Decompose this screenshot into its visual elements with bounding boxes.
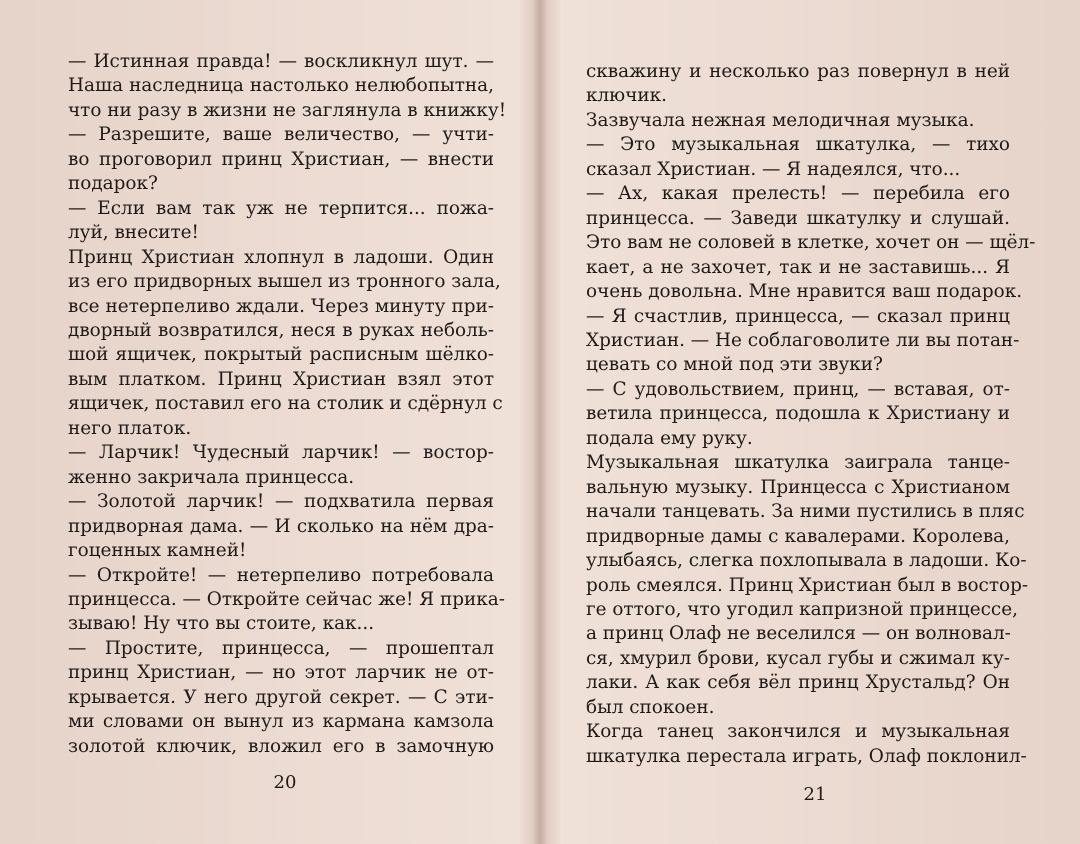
text-line: ключик. bbox=[586, 85, 667, 107]
text-line: а принц Олаф не веселился — он волновал- bbox=[586, 623, 1011, 645]
text-line: — Золотой ларчик! — подхватила первая bbox=[68, 491, 494, 513]
text-line: зываю! Ну что вы стоите, как... bbox=[68, 613, 375, 635]
text-line: Зазвучала нежная мелодичная музыка. bbox=[586, 109, 975, 131]
text-line: принцесса. — Откройте сейчас же! Я прика- bbox=[68, 588, 505, 610]
text-line: во проговорил принц Христиан, — внести bbox=[68, 148, 494, 170]
text-line: что ни разу в жизни не заглянула в книжку! bbox=[68, 99, 507, 121]
text-line: — Ларчик! Чудесный ларчик! — востор- bbox=[68, 442, 494, 464]
text-line: ветила принцесса, подошла к Христиану и bbox=[586, 403, 1010, 425]
text-line: — Истинная правда! — воскликнул шут. — bbox=[68, 51, 494, 72]
text-line: цевать со мной под эти звуки? bbox=[586, 354, 883, 376]
right-page bbox=[540, 0, 1080, 844]
text-line: ге оттого, что угодил капризной принцессе, bbox=[586, 598, 1018, 620]
text-line: скважину и несколько раз повернул в ней bbox=[586, 61, 1010, 82]
text-line: подарок? bbox=[68, 173, 158, 195]
text-line: него платок. bbox=[68, 417, 192, 439]
text-line: очень довольна. Мне нравится ваш подарок. bbox=[586, 281, 1023, 303]
text-line: — Простите, принцесса, — прошептал bbox=[68, 637, 494, 659]
right-page-text bbox=[586, 60, 1036, 769]
text-line: начали танцевать. За ними пустились в пляс bbox=[586, 501, 1025, 523]
text-line: роль смеялся. Принц Христиан был в востор- bbox=[586, 574, 1029, 596]
text-line: луй, внесите! bbox=[68, 222, 199, 244]
left-page-number: 20 bbox=[273, 772, 297, 793]
text-line: Музыкальная шкатулка заиграла танце- bbox=[586, 452, 1010, 474]
text-line: золотой ключик, вложил его в замочную bbox=[68, 735, 494, 757]
text-line: женно закричала принцесса. bbox=[68, 466, 355, 488]
text-line: Наша наследница настолько нелюбопытна, bbox=[68, 75, 494, 97]
text-line: — Если вам так уж не терпится... пожа- bbox=[68, 197, 494, 219]
text-line: — Разрешите, ваше величество, — учти- bbox=[68, 124, 494, 146]
text-line: был спокоен. bbox=[586, 696, 715, 718]
text-line: Принц Христиан хлопнул в ладоши. Один bbox=[68, 246, 494, 268]
text-line: вальную музыку. Принцесса с Христианом bbox=[586, 476, 1010, 498]
text-line: принц Христиан, — но этот ларчик не от- bbox=[68, 662, 494, 684]
text-line: Христиан. — Не соблаговолите ли вы потан- bbox=[586, 329, 1020, 351]
text-line: шкатулка перестала играть, Олаф поклонил- bbox=[586, 745, 1027, 767]
text-line: все нетерпеливо ждали. Через минуту при- bbox=[68, 295, 494, 317]
text-line: ящичек, поставил его на столик и сдёрнул с bbox=[68, 393, 503, 415]
text-line: ся, хмурил брови, кусал губы и сжимал ку- bbox=[586, 647, 1010, 669]
text-line: придворные дамы с кавалерами. Королева, bbox=[586, 525, 1010, 547]
text-line: — С удовольствием, принц, — вставая, от- bbox=[586, 378, 1010, 400]
text-line: — Откройте! — нетерпеливо потребовала bbox=[68, 564, 494, 586]
text-line: улыбаясь, слегка похлопывала в ладоши. Ко- bbox=[586, 550, 1027, 572]
text-line: придворная дама. — И сколько на нём дра- bbox=[68, 515, 494, 537]
left-page-text bbox=[68, 50, 507, 759]
text-line: вым платком. Принц Христиан взял этот bbox=[68, 368, 494, 390]
text-line: — Это музыкальная шкатулка, — тихо bbox=[586, 134, 1010, 156]
right-page-number: 21 bbox=[803, 784, 827, 805]
text-line: кает, а не захочет, так и не заставишь... Я bbox=[586, 256, 1010, 278]
text-line: Когда танец закончился и музыкальная bbox=[586, 721, 1010, 743]
text-line: лаки. А как себя вёл принц Хрустальд? Он bbox=[586, 672, 1010, 694]
text-line: шой ящичек, покрытый расписным шёлко- bbox=[68, 344, 494, 366]
text-line: подала ему руку. bbox=[586, 427, 753, 449]
text-line: Это вам не соловей в клетке, хочет он — щёл- bbox=[586, 232, 1036, 254]
text-line: гоценных камней! bbox=[68, 540, 247, 562]
text-line: дворный возвратился, неся в руках неболь- bbox=[68, 319, 494, 341]
text-line: — Ах, какая прелесть! — перебила его bbox=[586, 183, 1010, 205]
text-line: принцесса. — Заведи шкатулку и слушай. bbox=[586, 207, 1010, 229]
text-line: — Я счастлив, принцесса, — сказал принц bbox=[586, 305, 1010, 327]
text-line: ми словами он вынул из кармана камзола bbox=[68, 711, 494, 733]
text-line: крывается. У него другой секрет. — С эти- bbox=[68, 686, 494, 708]
text-line: сказал Христиан. — Я надеялся, что... bbox=[586, 158, 961, 180]
text-line: из его придворных вышел из тронного зала, bbox=[68, 271, 501, 293]
